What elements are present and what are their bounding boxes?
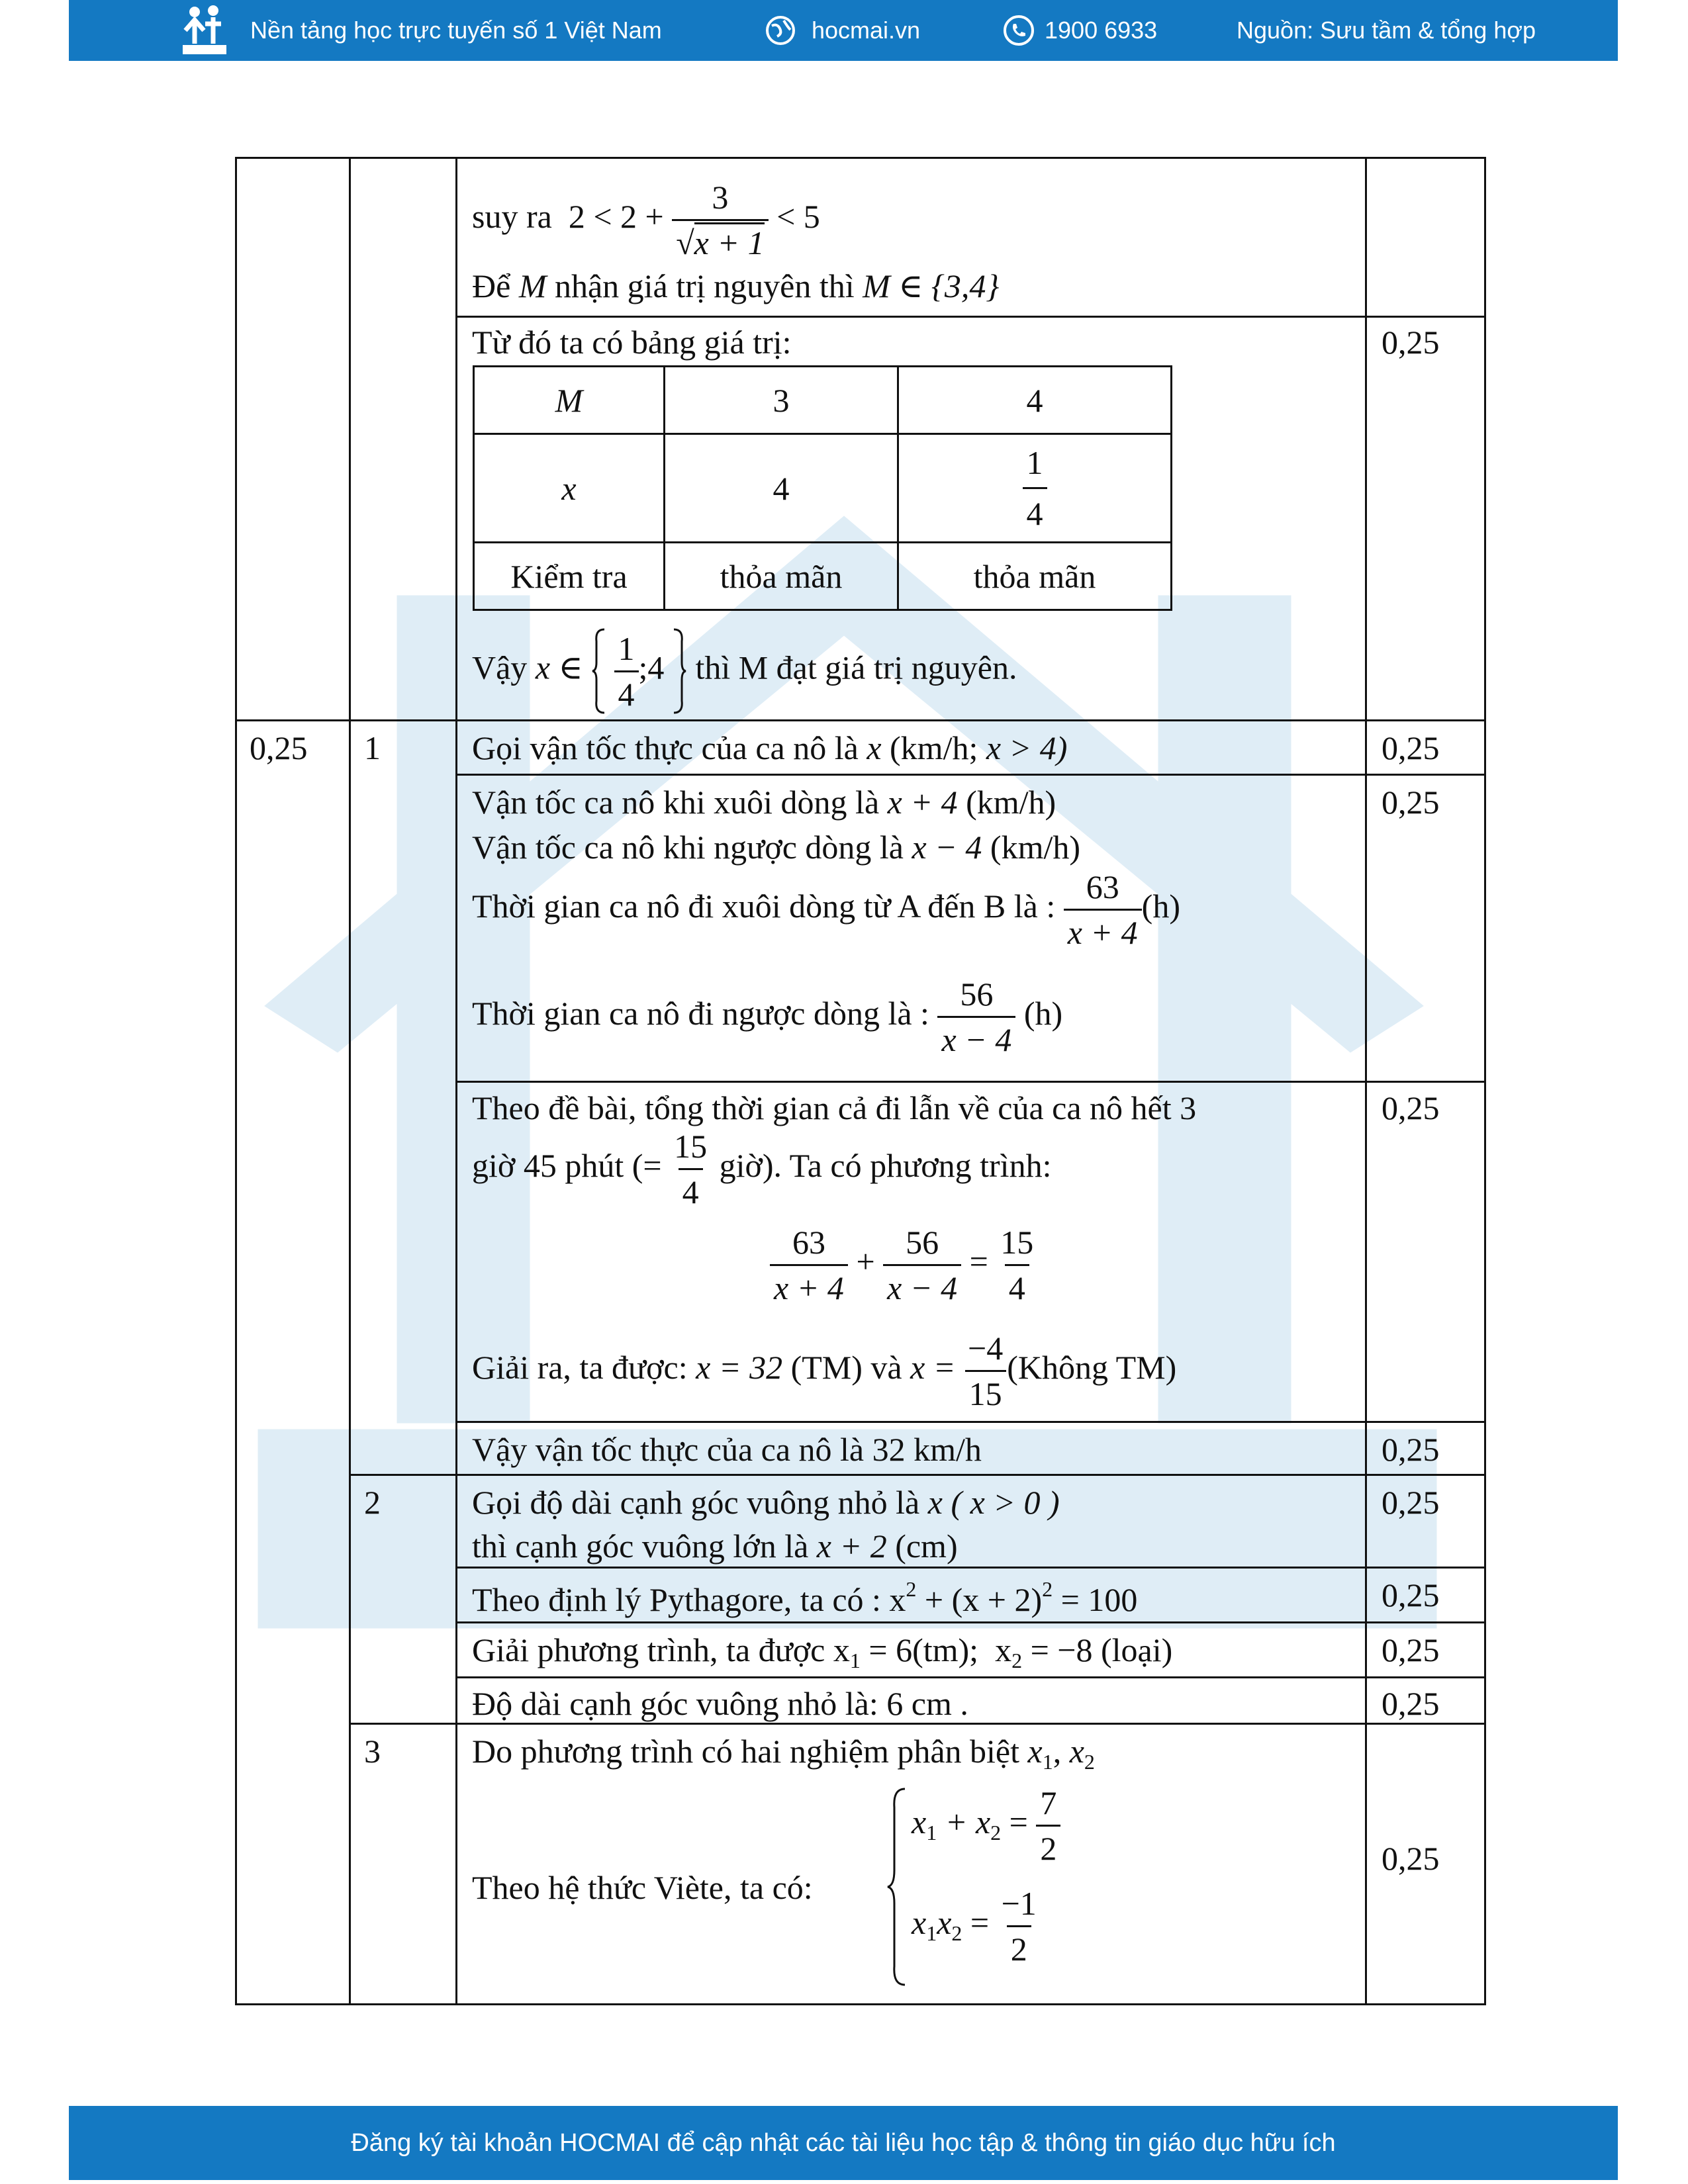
text: (km/h; — [890, 729, 978, 766]
footer-bar[interactable] — [69, 2106, 1618, 2180]
math: = −8 — [1030, 1631, 1093, 1668]
table-cell: thỏa mãn — [665, 543, 898, 610]
text: Do phương trình có hai nghiệm phân biệt — [472, 1733, 1020, 1770]
math: x — [995, 1631, 1012, 1668]
math: = 6(tm); — [868, 1631, 979, 1668]
math: x = 32 — [696, 1348, 783, 1386]
numerator: 15 — [674, 1128, 708, 1165]
var: x — [867, 729, 882, 766]
math: x — [912, 1903, 927, 1941]
numerator: 15 — [1000, 1224, 1034, 1261]
table-border-bottom — [235, 2003, 1486, 2005]
text: suy ra — [472, 197, 552, 235]
math: = 100 — [1060, 1581, 1138, 1618]
numerator: 63 — [1086, 868, 1119, 905]
system-brace-icon — [886, 1788, 906, 1986]
row-line — [455, 1621, 1486, 1623]
pythagore-line — [472, 1578, 1137, 1616]
fraction — [670, 1130, 711, 1208]
operator: + — [856, 1242, 875, 1280]
exponent: 2 — [1042, 1577, 1053, 1601]
hocmai-logo-icon — [181, 4, 228, 57]
short-leg-result: Độ dài cạnh góc vuông nhỏ là: 6 cm . — [472, 1685, 968, 1722]
fraction — [996, 1226, 1037, 1304]
downstream-speed — [472, 786, 1056, 819]
viete-product — [912, 1887, 1041, 1966]
table-cell: Kiểm tra — [474, 543, 665, 610]
right-brace-icon — [673, 628, 687, 714]
row-line — [349, 1474, 1486, 1476]
denominator: x + 4 — [770, 1264, 848, 1304]
denominator: x − 4 — [937, 1016, 1015, 1056]
numerator: 3 — [712, 179, 729, 216]
velocity-definition — [472, 731, 1067, 764]
equation — [770, 1226, 1037, 1304]
math: x ∈ — [535, 649, 583, 686]
hocmai-logo[interactable] — [181, 0, 228, 61]
row-line — [349, 1723, 1486, 1725]
math: + (x + 2) — [924, 1581, 1043, 1618]
radicand: x + 1 — [694, 222, 765, 261]
score: 0,25 — [1382, 1089, 1440, 1126]
footer-text: Đăng ký tài khoản HOCMAI để cập nhật các tài liệu học tập & thông tin giáo dục hữu ích — [351, 2128, 1336, 2157]
text: (h) — [1023, 994, 1063, 1032]
header-phone[interactable] — [1002, 0, 1157, 61]
text: nhận giá trị nguyên thì — [554, 267, 855, 304]
conclusion-line — [472, 628, 1017, 714]
score: 0,25 — [1382, 324, 1440, 361]
denominator: x − 4 — [883, 1264, 961, 1304]
subscript: 1 — [1042, 1750, 1053, 1774]
row-line — [455, 1421, 1486, 1423]
viete-sum — [912, 1786, 1060, 1865]
operator: = — [1009, 1803, 1028, 1841]
denominator: 4 — [1023, 487, 1047, 533]
table-intro: Từ đó ta có bảng giá trị: — [472, 324, 792, 361]
inequality-line — [472, 181, 820, 259]
score: 0,25 — [1382, 729, 1440, 766]
table-cell: 4 — [665, 434, 898, 543]
math: x = — [910, 1348, 956, 1386]
row-line — [455, 1567, 1486, 1569]
text: Vậy — [472, 649, 528, 686]
velocity-conclusion: Vậy vận tốc thực của ca nô là 32 km/h — [472, 1431, 982, 1468]
fraction — [770, 1226, 848, 1304]
fraction — [672, 181, 768, 259]
denominator: 4 — [614, 670, 639, 711]
part-number: 3 — [364, 1733, 381, 1770]
numerator: 1 — [618, 629, 635, 667]
numerator: −4 — [968, 1330, 1004, 1367]
math: x — [1069, 1733, 1084, 1770]
table-cell: M — [474, 367, 665, 434]
text: Giải ra, ta được: — [472, 1348, 688, 1386]
math: x > 4) — [986, 729, 1068, 766]
operator: = — [970, 1903, 990, 1941]
fraction — [998, 1887, 1041, 1966]
table-cell: x — [474, 434, 665, 543]
math: 2 < 2 + — [568, 197, 664, 235]
math: x — [912, 1803, 927, 1841]
math: x − 4 — [912, 829, 982, 866]
operator: = — [969, 1242, 988, 1280]
numerator: 63 — [792, 1224, 825, 1261]
text: Vận tốc ca nô khi ngược dòng là — [472, 829, 904, 866]
subscript: 1 — [926, 1921, 937, 1945]
denominator: √x + 1 — [672, 219, 768, 259]
text: Gọi độ dài cạnh góc vuông nhỏ là — [472, 1484, 920, 1521]
text: Để — [472, 267, 511, 304]
score: 0,25 — [1382, 1484, 1440, 1521]
header-website[interactable] — [764, 0, 920, 61]
score: 0,25 — [1382, 1576, 1440, 1614]
part-number: 1 — [364, 729, 381, 766]
short-leg-definition — [472, 1486, 1060, 1519]
left-brace-icon — [591, 628, 606, 714]
numerator: 56 — [906, 1224, 939, 1261]
subscript: 2 — [1084, 1750, 1095, 1774]
row-line — [455, 1676, 1486, 1678]
text: (cm) — [895, 1527, 958, 1565]
table-cell — [898, 434, 1172, 543]
score: 0,25 — [1382, 1631, 1440, 1668]
score: 0,25 — [1382, 1685, 1440, 1722]
var: M — [518, 267, 547, 304]
long-leg-definition — [472, 1529, 958, 1563]
distinct-roots-line — [472, 1735, 1095, 1772]
text: (km/h) — [990, 829, 1081, 866]
header-phone-text: 1900 6933 — [1045, 17, 1158, 44]
subscript: 2 — [1011, 1649, 1023, 1672]
numerator: 56 — [960, 976, 994, 1013]
fraction — [614, 629, 639, 713]
header-website-text: hocmai.vn — [812, 17, 921, 44]
fraction — [937, 978, 1015, 1056]
row-line — [455, 316, 1486, 318]
solution-line — [472, 1332, 1176, 1410]
header-bar — [69, 0, 1618, 61]
subscript: 1 — [926, 1820, 937, 1844]
text: (h) — [1141, 887, 1180, 925]
upstream-time — [472, 978, 1062, 1056]
math: x ( x > 0 ) — [927, 1484, 1060, 1521]
table-cell: 3 — [665, 367, 898, 434]
viete-line: Theo hệ thức Viète, ta có: — [472, 1869, 813, 1906]
score: 0,25 — [1382, 1840, 1440, 1877]
math: x + 4 — [887, 784, 958, 821]
denominator: x + 4 — [1064, 909, 1142, 949]
equation-solution — [472, 1633, 1172, 1671]
math: ;4 — [638, 649, 665, 686]
fraction — [883, 1226, 961, 1304]
score: 0,25 — [1382, 1431, 1440, 1468]
math: x — [833, 1631, 850, 1668]
numerator: 7 — [1040, 1784, 1057, 1821]
math: x — [1027, 1733, 1043, 1770]
numerator: −1 — [1001, 1885, 1037, 1922]
text: giờ 45 phút (= — [472, 1146, 662, 1184]
table-border-top — [235, 157, 1486, 159]
denominator: 2 — [1007, 1925, 1031, 1966]
text: (loại) — [1100, 1631, 1173, 1668]
text: (Không TM) — [1007, 1348, 1177, 1386]
row-line — [455, 1081, 1486, 1083]
score: 0,25 — [1382, 784, 1440, 821]
header-source: Nguồn: Sưu tầm & tổng hợp — [1237, 17, 1536, 44]
text: thì cạnh góc vuông lớn là — [472, 1527, 809, 1565]
text: giờ). Ta có phương trình: — [719, 1146, 1052, 1184]
text: , — [1053, 1733, 1062, 1770]
downstream-time — [472, 870, 1180, 949]
total-time-fraction — [472, 1130, 1051, 1208]
math: x — [937, 1903, 952, 1941]
math: + x — [945, 1803, 991, 1841]
denominator: 4 — [679, 1168, 703, 1208]
header-tagline: Nền tảng học trực tuyến số 1 Việt Nam — [250, 17, 662, 44]
table-row — [474, 434, 1172, 543]
fraction — [1064, 870, 1142, 949]
text: Giải phương trình, ta được — [472, 1631, 825, 1668]
fraction — [964, 1332, 1007, 1410]
phone-icon — [1002, 14, 1035, 47]
value-table — [473, 365, 1172, 611]
text: (km/h) — [966, 784, 1056, 821]
denominator: 2 — [1036, 1825, 1060, 1865]
numerator: 1 — [1026, 444, 1043, 481]
subscript: 2 — [990, 1820, 1002, 1844]
table-cell: 4 — [898, 367, 1172, 434]
part-number: 2 — [364, 1484, 381, 1521]
math: x + 2 — [816, 1527, 887, 1565]
fraction — [1023, 443, 1047, 533]
text: Theo định lý Pythagore, ta có : — [472, 1581, 881, 1618]
table-row — [474, 367, 1172, 434]
text: Thời gian ca nô đi xuôi dòng từ A đến B là : — [472, 887, 1056, 925]
table-cell: thỏa mãn — [898, 543, 1172, 610]
denominator: 15 — [965, 1370, 1006, 1410]
globe-icon — [764, 14, 797, 47]
subscript: 2 — [951, 1921, 962, 1945]
math: x — [889, 1581, 906, 1618]
fraction — [1036, 1786, 1060, 1865]
upstream-speed — [472, 831, 1080, 864]
total-time-statement: Theo đề bài, tổng thời gian cả đi lẫn về của ca nô hết 3 — [472, 1089, 1197, 1126]
denominator: 4 — [1005, 1264, 1029, 1304]
left-score: 0,25 — [250, 729, 308, 766]
subscript: 1 — [849, 1649, 861, 1672]
text: thì M đạt giá trị nguyên. — [695, 649, 1017, 686]
exponent: 2 — [906, 1577, 917, 1601]
table-divider-1 — [349, 157, 351, 2005]
text: Thời gian ca nô đi ngược dòng là : — [472, 994, 929, 1032]
row-line — [455, 774, 1486, 776]
text: Gọi vận tốc thực của ca nô là — [472, 729, 859, 766]
math: < 5 — [776, 197, 820, 235]
integer-condition-line — [472, 269, 999, 302]
math: M ∈ {3,4} — [863, 267, 1000, 304]
text: (TM) và — [790, 1348, 902, 1386]
table-row — [474, 543, 1172, 610]
table-border-left — [235, 157, 237, 2005]
row-line — [235, 719, 1486, 721]
text: Vận tốc ca nô khi xuôi dòng là — [472, 784, 880, 821]
